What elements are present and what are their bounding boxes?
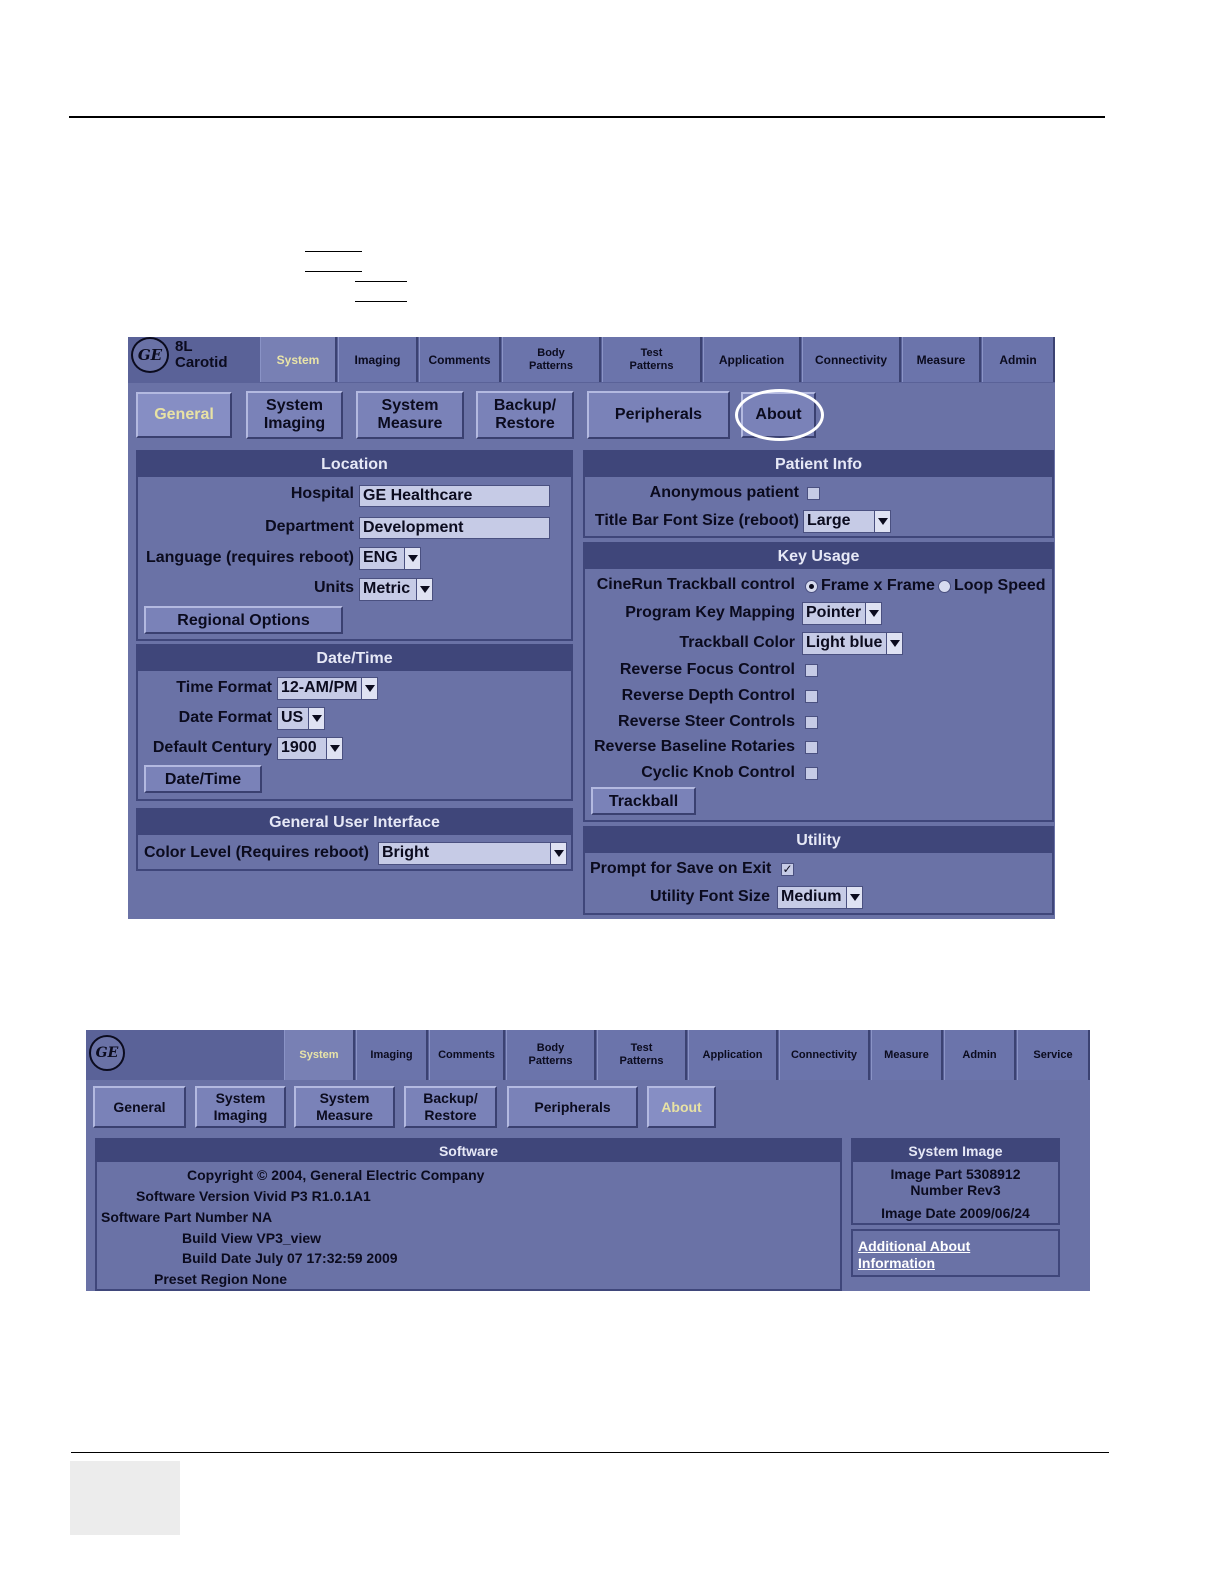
units-label: Units [314, 579, 354, 596]
default-century-select[interactable]: 1900 [277, 737, 343, 760]
prompt-save-exit-label: Prompt for Save on Exit [590, 860, 772, 877]
utility-title: Utility [585, 828, 1052, 853]
chevron-down-icon[interactable] [404, 548, 420, 569]
subtab-system-measure[interactable]: System Measure [356, 391, 464, 439]
tab-measure[interactable]: Measure [902, 337, 981, 382]
loop-speed-radio[interactable] [938, 580, 951, 593]
subtab-general[interactable]: General [93, 1086, 186, 1128]
title-bar-font-select[interactable]: Large [803, 510, 891, 533]
tab-body-patterns[interactable]: Body Patterns [506, 1030, 596, 1080]
general-user-interface-panel [136, 808, 573, 871]
tab-application[interactable]: Application [688, 1030, 778, 1080]
datetime-title: Date/Time [138, 646, 571, 671]
program-key-mapping-select[interactable]: Pointer [802, 602, 882, 625]
regional-options-button[interactable]: Regional Options [144, 606, 343, 634]
chevron-down-icon[interactable] [326, 738, 342, 759]
department-label: Department [265, 518, 354, 535]
footer-box [70, 1461, 180, 1535]
software-title: Software [97, 1140, 840, 1162]
build-view: Build View VP3_view [182, 1230, 322, 1246]
program-key-mapping-label: Program Key Mapping [625, 604, 795, 621]
system-image-panel [851, 1138, 1060, 1225]
tab-system[interactable]: System [260, 337, 337, 382]
chevron-down-icon[interactable] [550, 843, 566, 864]
additional-about-box [851, 1229, 1060, 1277]
language-select[interactable]: ENG [359, 547, 421, 570]
hospital-input[interactable]: GE Healthcare [359, 485, 550, 507]
location-title: Location [138, 452, 571, 477]
frame-x-frame-label: Frame x Frame [821, 577, 935, 594]
color-level-label: Color Level (Requires reboot) [144, 844, 369, 861]
tab-comments[interactable]: Comments [429, 1030, 505, 1080]
subtab-system-imaging[interactable]: System Imaging [195, 1086, 286, 1128]
subtab-system-measure[interactable]: System Measure [294, 1086, 395, 1128]
ge-logo-icon: GE [131, 337, 169, 373]
software-panel [95, 1138, 842, 1291]
preset-region: Preset Region None [154, 1271, 288, 1287]
tab-test-patterns[interactable]: Test Patterns [602, 337, 702, 382]
probe-name: 8L Carotid [175, 338, 228, 371]
subtab-backup-restore[interactable]: Backup/ Restore [404, 1086, 497, 1128]
utility-panel [583, 826, 1054, 915]
trackball-button[interactable]: Trackball [591, 787, 696, 815]
anonymous-patient-label: Anonymous patient [649, 484, 799, 501]
footer-rule [71, 1452, 1109, 1453]
subtab-about[interactable]: About [647, 1086, 716, 1128]
chevron-down-icon[interactable] [416, 579, 432, 600]
tab-test-patterns[interactable]: Test Patterns [597, 1030, 687, 1080]
time-format-select[interactable]: 12-AM/PM [277, 677, 378, 700]
reverse-focus-label: Reverse Focus Control [619, 661, 795, 678]
color-level-select[interactable]: Bright [378, 842, 567, 865]
system-image-title: System Image [853, 1140, 1058, 1162]
loop-speed-label: Loop Speed [954, 577, 1046, 594]
datetime-panel [136, 644, 573, 801]
blank-line-2 [305, 271, 362, 272]
tab-admin[interactable]: Admin [982, 337, 1055, 382]
frame-x-frame-radio[interactable] [805, 580, 818, 593]
header-rule [69, 116, 1105, 118]
language-label: Language (requires reboot) [145, 549, 354, 566]
utility-config-about-screen [86, 1030, 1090, 1291]
chevron-down-icon[interactable] [846, 887, 862, 908]
date-format-label: Date Format [178, 709, 272, 726]
subtab-general[interactable]: General [136, 392, 232, 438]
anonymous-patient-checkbox[interactable] [807, 487, 820, 500]
chevron-down-icon[interactable] [865, 603, 881, 624]
reverse-steer-checkbox[interactable] [805, 716, 818, 729]
department-input[interactable]: Development [359, 517, 550, 539]
reverse-baseline-checkbox[interactable] [805, 741, 818, 754]
tab-connectivity[interactable]: Connectivity [779, 1030, 870, 1080]
subtab-peripherals[interactable]: Peripherals [587, 391, 730, 439]
tab-imaging[interactable]: Imaging [356, 1030, 428, 1080]
patient-info-title: Patient Info [585, 452, 1052, 477]
build-date: Build Date July 07 17:32:59 2009 [182, 1250, 398, 1266]
ge-logo-icon: GE [89, 1035, 125, 1071]
subtab-about[interactable]: About [741, 392, 816, 438]
time-format-label: Time Format [176, 679, 272, 696]
blank-line-1 [305, 251, 362, 252]
datetime-button[interactable]: Date/Time [144, 765, 262, 793]
utility-font-size-label: Utility Font Size [650, 888, 770, 905]
tab-admin[interactable]: Admin [944, 1030, 1016, 1080]
subtab-backup-restore[interactable]: Backup/ Restore [476, 391, 574, 439]
trackball-color-select[interactable]: Light blue [802, 632, 903, 655]
units-select[interactable]: Metric [359, 578, 433, 601]
trackball-color-label: Trackball Color [679, 634, 795, 651]
prompt-save-exit-checkbox[interactable]: ✓ [782, 862, 793, 876]
tab-connectivity[interactable]: Connectivity [802, 337, 901, 382]
tab-measure[interactable]: Measure [871, 1030, 943, 1080]
tab-system[interactable]: System [284, 1030, 355, 1080]
additional-about-link[interactable]: Additional About Information [858, 1238, 971, 1271]
utility-config-general-screen [128, 337, 1055, 919]
subtab-peripherals[interactable]: Peripherals [507, 1086, 638, 1128]
tab-application[interactable]: Application [703, 337, 801, 382]
cyclic-knob-checkbox[interactable] [805, 767, 818, 780]
chevron-down-icon[interactable] [361, 678, 377, 699]
date-format-select[interactable]: US [277, 707, 325, 730]
reverse-baseline-label: Reverse Baseline Rotaries [594, 738, 795, 755]
reverse-focus-checkbox[interactable] [805, 664, 818, 677]
default-century-label: Default Century [152, 739, 272, 756]
chevron-down-icon[interactable] [308, 708, 324, 729]
title-bar-font-label: Title Bar Font Size (reboot) [594, 512, 799, 529]
hospital-label: Hospital [290, 485, 354, 502]
location-panel [136, 450, 573, 641]
key-usage-title: Key Usage [585, 544, 1052, 569]
copyright-text: Copyright © 2004, General Electric Company [187, 1167, 485, 1183]
reverse-depth-label: Reverse Depth Control [621, 687, 795, 704]
blank-line-3 [355, 281, 407, 282]
chevron-down-icon[interactable] [874, 511, 890, 532]
gui-title: General User Interface [138, 810, 571, 835]
chevron-down-icon[interactable] [886, 633, 902, 654]
software-part-number: Software Part Number NA [101, 1209, 273, 1225]
highlight-circle [735, 389, 824, 441]
cinerun-trackball-label: CineRun Trackball control [596, 576, 795, 593]
reverse-steer-label: Reverse Steer Controls [618, 713, 795, 730]
subtab-system-imaging[interactable]: System Imaging [246, 391, 343, 439]
tab-service[interactable]: Service [1017, 1030, 1090, 1080]
reverse-depth-checkbox[interactable] [805, 690, 818, 703]
image-part: Image Part 5308912 Number Rev3 [890, 1166, 1021, 1198]
blank-line-4 [355, 301, 407, 302]
key-usage-panel [583, 542, 1054, 822]
cyclic-knob-label: Cyclic Knob Control [641, 764, 795, 781]
utility-font-size-select[interactable]: Medium [777, 886, 863, 909]
tab-body-patterns[interactable]: Body Patterns [502, 337, 601, 382]
tab-imaging[interactable]: Imaging [338, 337, 418, 382]
image-date: Image Date 2009/06/24 [881, 1205, 1030, 1221]
software-version: Software Version Vivid P3 R1.0.1A1 [136, 1188, 371, 1204]
tab-comments[interactable]: Comments [419, 337, 501, 382]
patient-info-panel [583, 450, 1054, 538]
